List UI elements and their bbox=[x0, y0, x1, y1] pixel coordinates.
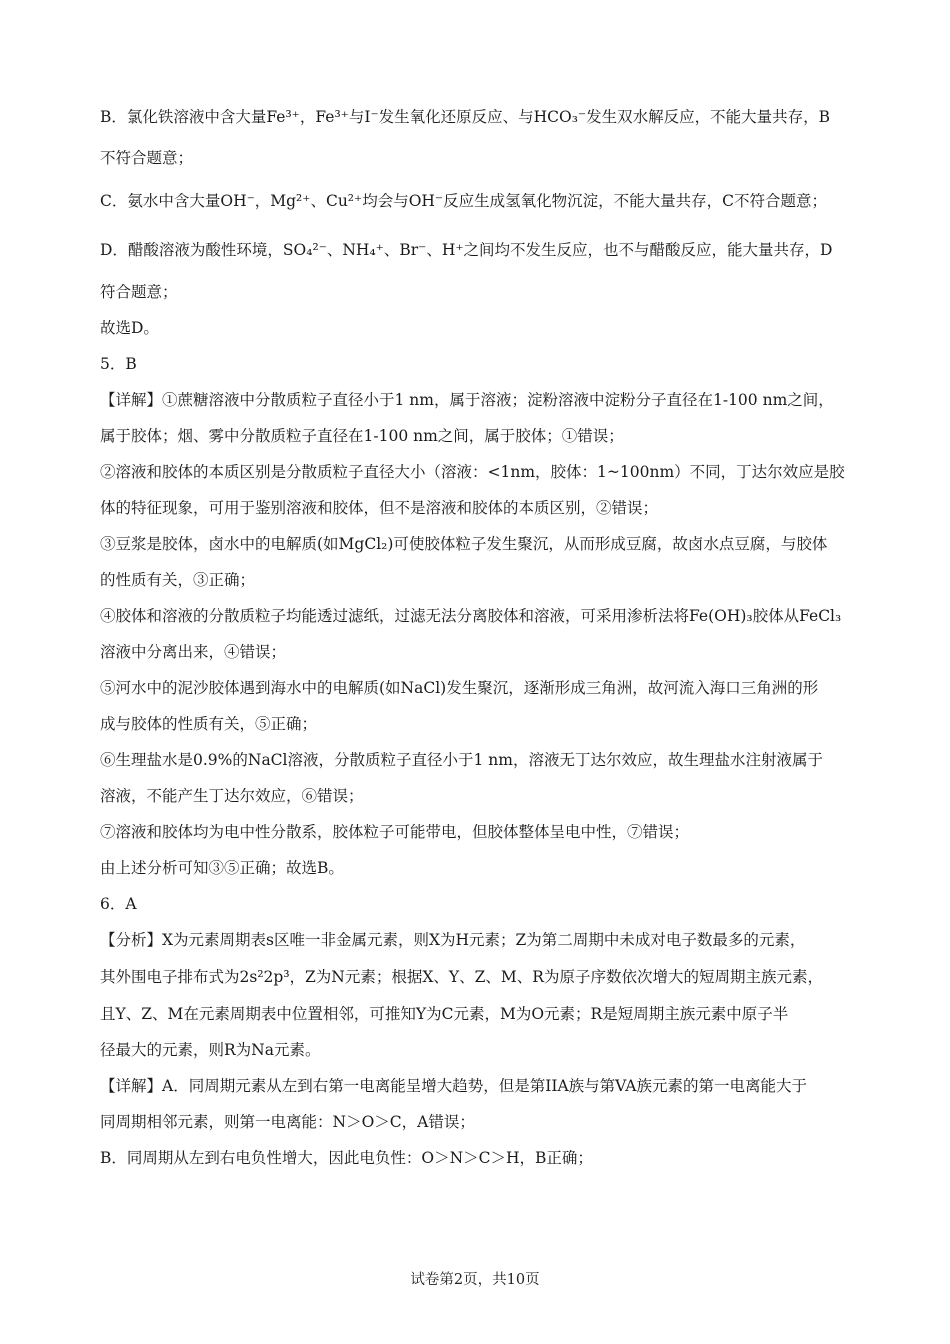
text-line: 其外围电子排布式为2s²2p³，Z为N元素；根据X、Y、Z、M、R为原子序数依次增大的短周期主族元素， bbox=[100, 968, 823, 986]
text-line: 溶液，不能产生丁达尔效应，⑥错误； bbox=[100, 787, 364, 805]
text-line: ③豆浆是胶体，卤水中的电解质(如MgCl₂)可使胶体粒子发生聚沉，从而形成豆腐，故卤水点豆腐，与胶体 bbox=[100, 535, 828, 553]
text-line: D．醋酸溶液为酸性环境，SO₄²⁻、NH₄⁺、Br⁻、H⁺之间均不发生反应，也不与醋酸反应，能大量共存，D bbox=[100, 241, 833, 259]
text-line: B．氯化铁溶液中含大量Fe³⁺，Fe³⁺与I⁻发生氧化还原反应、与HCO₃⁻发生双水解反应，不能大量共存，B bbox=[100, 108, 831, 126]
text-line: 【详解】①蔗糖溶液中分散质粒子直径小于1 nm，属于溶液；淀粉溶液中淀粉分子直径在1-100 nm之间， bbox=[100, 391, 834, 409]
text-line: 【分析】X为元素周期表s区唯一非金属元素，则X为H元素；Z为第二周期中未成对电子数最多的元素， bbox=[100, 931, 806, 949]
text-line: 成与胶体的性质有关，⑤正确； bbox=[100, 715, 318, 733]
text-line: 溶液中分离出来，④错误； bbox=[100, 643, 287, 661]
text-line: 属于胶体；烟、雾中分散质粒子直径在1-100 nm之间，属于胶体；①错误； bbox=[100, 427, 624, 445]
text-line: 同周期相邻元素，则第一电离能：N＞O＞C，A错误； bbox=[100, 1113, 475, 1131]
text-line: 不符合题意； bbox=[100, 149, 194, 167]
text-line: ④胶体和溶液的分散质粒子均能透过滤纸，过滤无法分离胶体和溶液，可采用渗析法将Fe(OH)₃胶体从FeCl₃ bbox=[100, 607, 842, 625]
text-line: 符合题意； bbox=[100, 283, 178, 301]
page-footer: 试卷第2页，共10页 bbox=[410, 1272, 540, 1288]
text-line: ②溶液和胶体的本质区别是分散质粒子直径大小（溶液：<1nm，胶体：1~100nm）不同，丁达尔效应是胶 bbox=[100, 463, 845, 481]
text-line: 故选D。 bbox=[100, 319, 159, 337]
text-line: B．同周期从左到右电负性增大，因此电负性：O＞N＞C＞H，B正确； bbox=[100, 1149, 593, 1167]
text-line: ⑥生理盐水是0.9%的NaCl溶液，分散质粒子直径小于1 nm，溶液无丁达尔效应，故生理盐水注射液属于 bbox=[100, 751, 823, 769]
text-line: 【详解】A．同周期元素从左到右第一电离能呈增大趋势，但是第IIA族与第VA族元素的第一电离能大于 bbox=[100, 1077, 807, 1095]
text-line: C．氨水中含大量OH⁻，Mg²⁺、Cu²⁺均会与OH⁻反应生成氢氧化物沉淀，不能大量共存，C不符合题意； bbox=[100, 192, 827, 210]
text-line: ⑦溶液和胶体均为电中性分散系，胶体粒子可能带电，但胶体整体呈电中性，⑦错误； bbox=[100, 823, 690, 841]
text-line: 体的特征现象，可用于鉴别溶液和胶体，但不是溶液和胶体的本质区别，②错误； bbox=[100, 499, 659, 517]
text-line: 径最大的元素，则R为Na元素。 bbox=[100, 1041, 321, 1059]
text-line: 由上述分析可知③⑤正确；故选B。 bbox=[100, 859, 344, 877]
text-line: 的性质有关，③正确； bbox=[100, 571, 256, 589]
question-number: 6．A bbox=[100, 895, 137, 913]
text-line: ⑤河水中的泥沙胶体遇到海水中的电解质(如NaCl)发生聚沉，逐渐形成三角洲，故河流入海口三角洲的形 bbox=[100, 679, 819, 697]
text-line: 且Y、Z、M在元素周期表中位置相邻，可推知Y为C元素，M为O元素；R是短周期主族元素中原子半 bbox=[100, 1005, 789, 1023]
question-number: 5．B bbox=[100, 355, 137, 373]
